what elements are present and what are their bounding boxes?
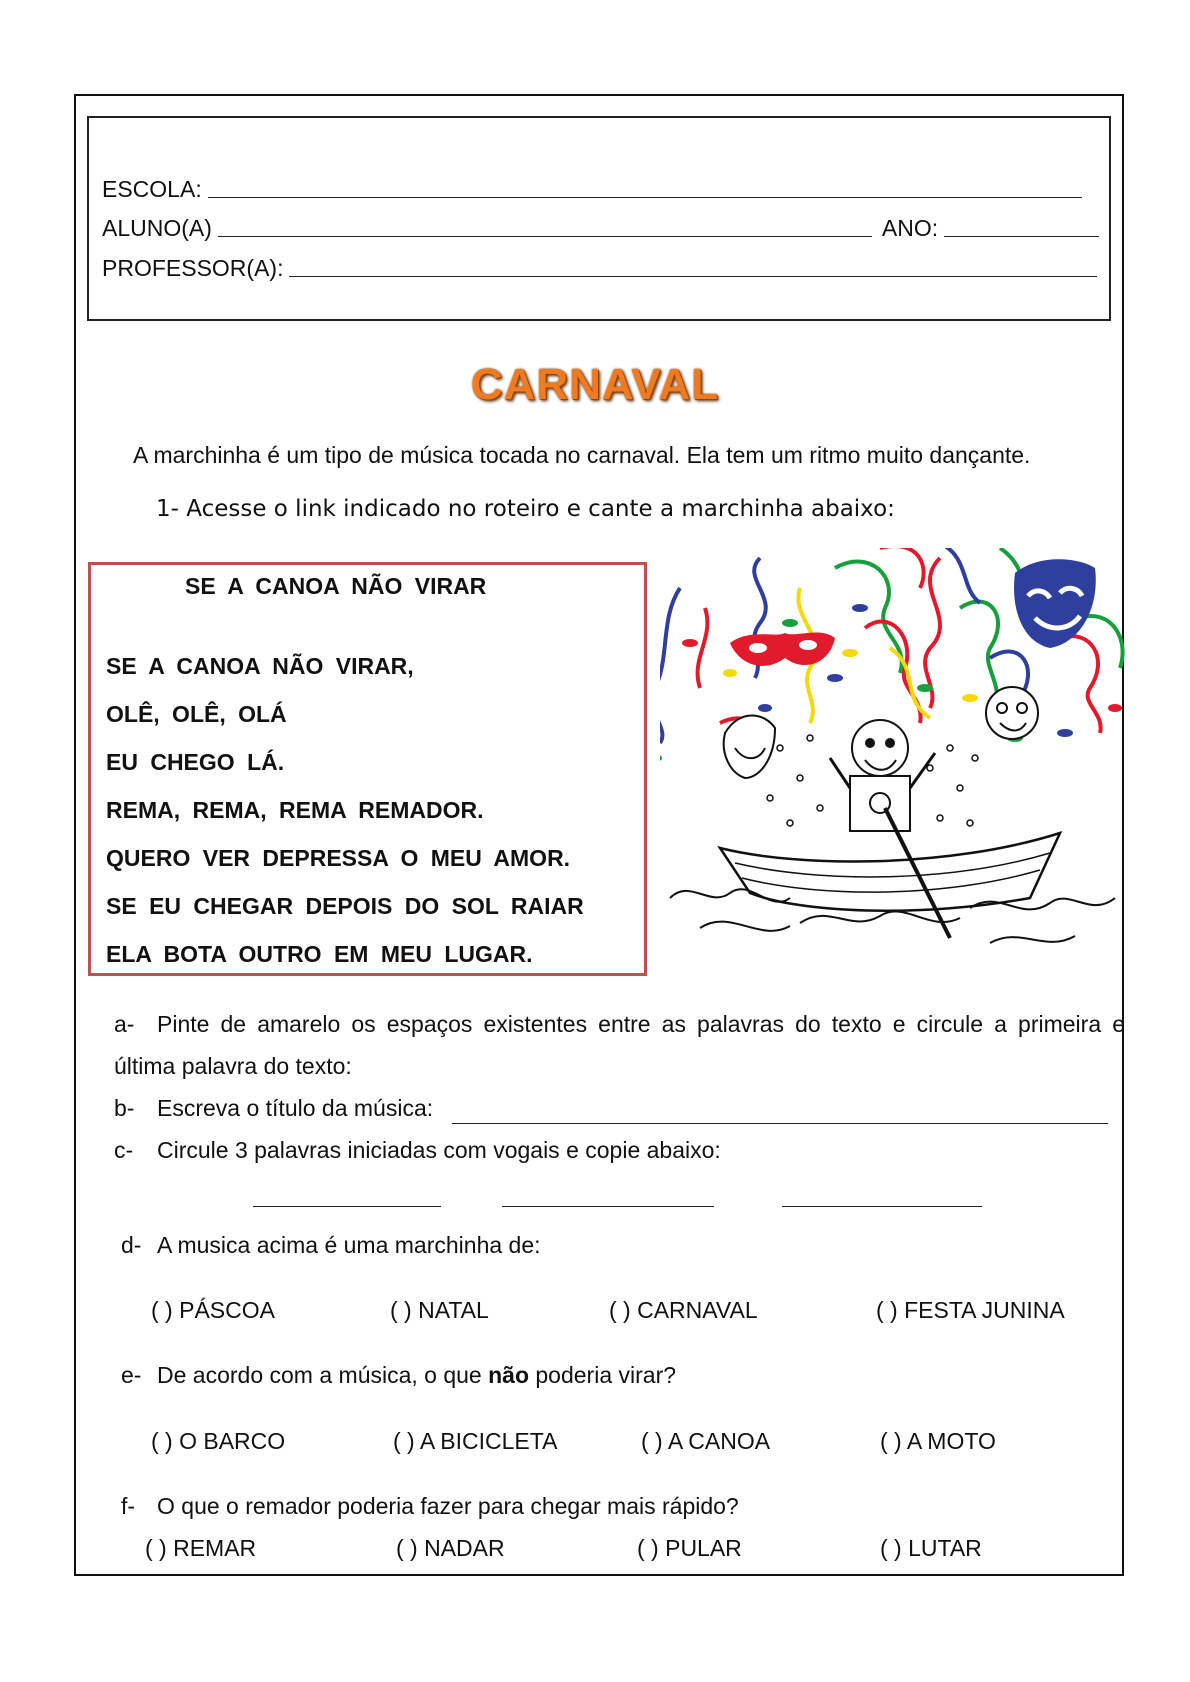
option-f-lutar[interactable]: ( ) LUTAR xyxy=(880,1535,982,1561)
option-e-moto[interactable]: ( ) A MOTO xyxy=(880,1428,996,1454)
teacher-label: PROFESSOR(A): xyxy=(102,255,284,281)
song-line: ELA BOTA OUTRO EM MEU LUGAR. xyxy=(106,941,533,967)
question-d-text: A musica acima é uma marchinha de: xyxy=(157,1232,541,1258)
option-e-bicicleta[interactable]: ( ) A BICICLETA xyxy=(393,1428,558,1454)
question-a-letter: a- xyxy=(114,1011,135,1037)
question-e-text-bold: não xyxy=(488,1362,529,1388)
year-field[interactable] xyxy=(944,235,1099,237)
song-line: QUERO VER DEPRESSA O MEU AMOR. xyxy=(106,845,571,871)
school-label: ESCOLA: xyxy=(102,176,202,202)
teacher-field[interactable] xyxy=(289,275,1097,277)
year-label: ANO: xyxy=(881,215,939,241)
song-line: SE A CANOA NÃO VIRAR, xyxy=(106,653,414,679)
question-a-line2: última palavra do texto: xyxy=(114,1053,352,1079)
option-f-remar[interactable]: ( ) REMAR xyxy=(145,1535,257,1561)
student-label: ALUNO(A) xyxy=(102,215,212,241)
question-c-answer-line[interactable] xyxy=(502,1205,714,1207)
question-e-text-after: poderia virar? xyxy=(529,1362,677,1388)
song-line: OLÊ, OLÊ, OLÁ xyxy=(106,701,287,727)
page-title: CARNAVAL xyxy=(470,360,720,409)
option-d-natal[interactable]: ( ) NATAL xyxy=(390,1297,489,1323)
question-1: 1- Acesse o link indicado no roteiro e cante a marchinha abaixo: xyxy=(156,496,895,522)
question-b-letter: b- xyxy=(114,1095,135,1121)
intro-text: A marchinha é um tipo de música tocada no carnaval. Ela tem um ritmo muito dançante. xyxy=(133,442,1031,468)
carnival-boat-illustration xyxy=(660,548,1135,1018)
question-e-letter: e- xyxy=(121,1362,142,1388)
question-d-letter: d- xyxy=(121,1232,142,1258)
song-line: EU CHEGO LÁ. xyxy=(106,749,285,775)
question-e-text xyxy=(157,1362,676,1389)
question-f-text: O que o remador poderia fazer para chegar mais rápido? xyxy=(157,1493,739,1519)
option-f-nadar[interactable]: ( ) NADAR xyxy=(396,1535,505,1561)
student-field[interactable] xyxy=(218,235,872,237)
question-a-line1: Pinte de amarelo os espaços existentes entre as palavras do texto e circule a primeira e xyxy=(157,1011,1125,1037)
option-e-canoa[interactable]: ( ) A CANOA xyxy=(641,1428,771,1454)
option-f-pular[interactable]: ( ) PULAR xyxy=(637,1535,742,1561)
question-e-text-before: De acordo com a música, o que xyxy=(157,1362,489,1388)
song-title: SE A CANOA NÃO VIRAR xyxy=(185,573,487,599)
question-c-text: Circule 3 palavras iniciadas com vogais e copie abaixo: xyxy=(157,1137,721,1163)
teacher-row xyxy=(102,255,1097,282)
song-line: SE EU CHEGAR DEPOIS DO SOL RAIAR xyxy=(106,893,584,919)
option-d-pascoa[interactable]: ( ) PÁSCOA xyxy=(151,1297,275,1323)
question-c-answer-line[interactable] xyxy=(253,1205,441,1207)
question-f-letter: f- xyxy=(121,1493,136,1519)
student-row xyxy=(102,215,1099,242)
question-b-text: Escreva o título da música: xyxy=(157,1095,434,1121)
question-c-answer-line[interactable] xyxy=(782,1205,982,1207)
option-d-carnaval[interactable]: ( ) CARNAVAL xyxy=(609,1297,758,1323)
school-row xyxy=(102,176,1082,203)
song-line: REMA, REMA, REMA REMADOR. xyxy=(106,797,484,823)
question-c-letter: c- xyxy=(114,1137,134,1163)
option-d-festa-junina[interactable]: ( ) FESTA JUNINA xyxy=(876,1297,1065,1323)
question-b-answer-line[interactable] xyxy=(452,1122,1108,1124)
option-e-barco[interactable]: ( ) O BARCO xyxy=(151,1428,286,1454)
school-field[interactable] xyxy=(208,196,1082,198)
